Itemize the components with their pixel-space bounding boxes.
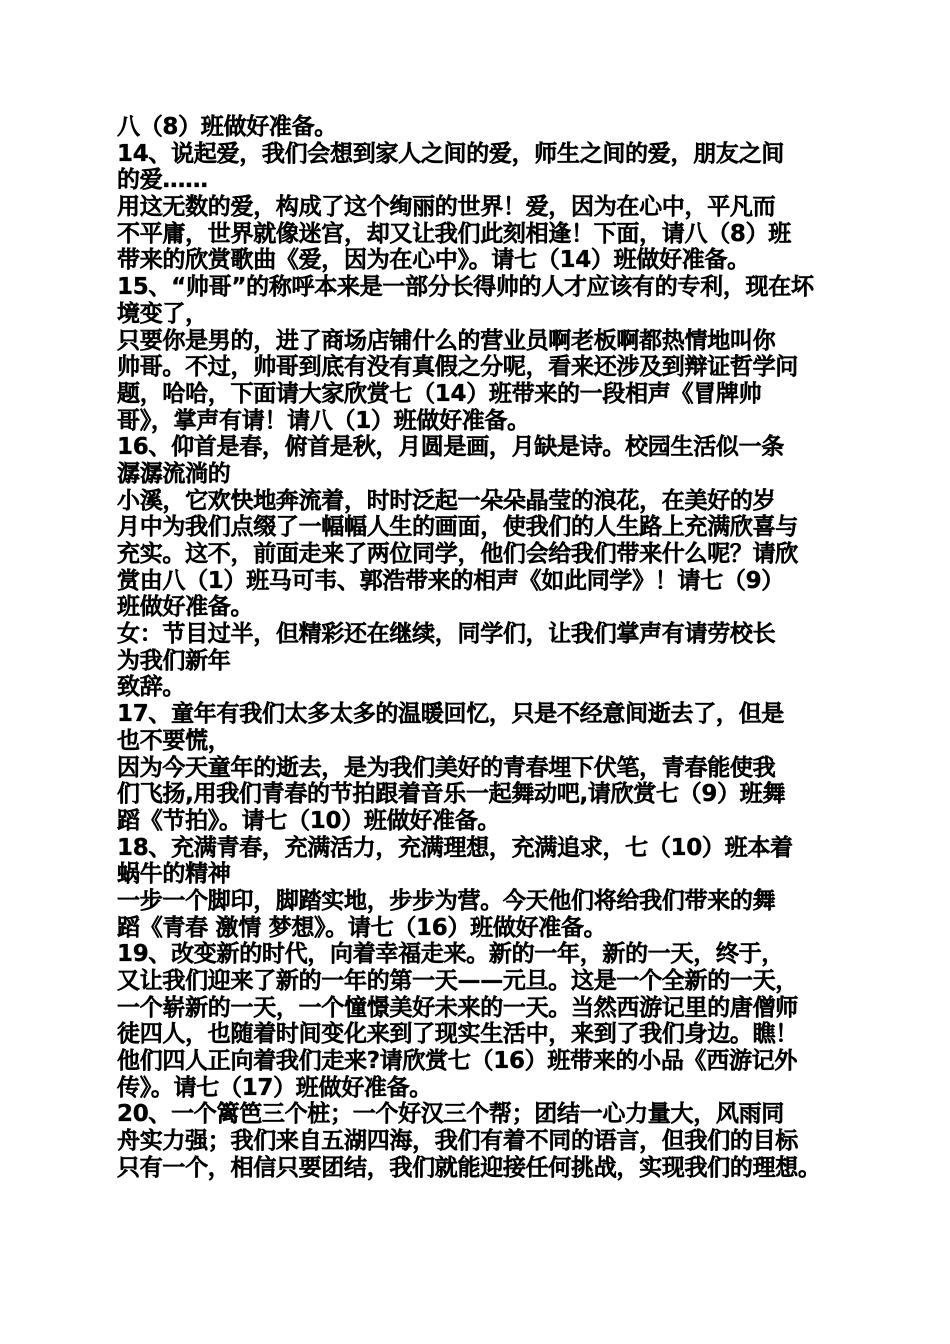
text-line: 境变了，	[117, 300, 208, 327]
text-line: 15、“帅哥”的称呼本来是一部分长得帅的人才应该有的专利，现在坏	[117, 274, 814, 301]
text-line: 不平庸，世界就像迷宫，却又让我们此刻相逢！下面，请八（8）班	[117, 220, 792, 247]
text-line: 因为今天童年的逝去，是为我们美好的青春埋下伏笔，青春能使我	[117, 754, 776, 781]
text-line: 19、改变新的时代，向着幸福走来。新的一年，新的一天，终于，	[117, 941, 785, 968]
text-line: 的爱……	[117, 167, 208, 194]
text-line: 潺潺流淌的	[117, 460, 231, 487]
text-line: 一个崭新的一天，一个憧憬美好未来的一天。当然西游记里的唐僧师	[117, 994, 799, 1021]
text-line: 致辞。	[117, 674, 186, 701]
text-line: 们飞扬,用我们青春的节拍跟着音乐一起舞动吧,请欣赏七（9）班舞	[117, 781, 786, 808]
text-line: 充实。这不，前面走来了两位同学，他们会给我们带来什么呢？请欣	[117, 541, 799, 567]
text-line: 为我们新年	[117, 647, 231, 674]
text-line: 14、说起爱，我们会想到家人之间的爱，师生之间的爱，朋友之间	[117, 140, 785, 167]
document-body	[117, 114, 857, 1182]
text-line: 哥》，掌声有请！请八（1）班做好准备。	[117, 407, 530, 434]
text-line: 他们四人正向着我们走来?请欣赏七（16）班带来的小品《西游记外	[117, 1048, 798, 1075]
text-line: 用这无数的爱，构成了这个绚丽的世界！爱，因为在心中，平凡而	[117, 194, 776, 221]
text-line: 月中为我们点缀了一幅幅人生的画面，使我们的人生路上充满欣喜与	[117, 514, 799, 541]
text-line: 只有一个，相信只要团结，我们就能迎接任何挑战，实现我们的理想。	[117, 1154, 821, 1181]
text-line: 班做好准备。	[117, 594, 254, 621]
text-line: 蹈《青春 激情 梦想》。请七（16）班做好准备。	[117, 914, 607, 941]
text-line: 只要你是男的，进了商场店铺什么的营业员啊老板啊都热情地叫你	[117, 327, 776, 354]
text-line: 带来的欣赏歌曲《爱，因为在心中》。请七（14）班做好准备。	[117, 247, 750, 274]
text-line: 20、一个篱笆三个桩；一个好汉三个帮；团结一心力量大，风雨同	[117, 1101, 785, 1128]
text-line: 又让我们迎来了新的一年的第一天——元旦。这是一个全新的一天，	[117, 968, 799, 994]
text-line: 舟实力强；我们来自五湖四海，我们有着不同的语言，但我们的目标	[117, 1128, 799, 1155]
text-line: 传》。请七（17）班做好准备。	[117, 1074, 433, 1101]
text-line: 一步一个脚印，脚踏实地，步步为营。今天他们将给我们带来的舞	[117, 887, 776, 914]
text-line: 小溪，它欢快地奔流着，时时泛起一朵朵晶莹的浪花，在美好的岁	[117, 487, 776, 514]
text-line: 17、童年有我们太多太多的温暖回忆，只是不经意间逝去了，但是	[117, 701, 785, 728]
text-line: 蹈《节拍》。请七（10）班做好准备。	[117, 807, 501, 834]
text-line: 18、充满青春，充满活力，充满理想，充满追求，七（10）班本着	[117, 834, 793, 861]
text-line: 也不要慌，	[117, 727, 231, 754]
text-line: 16、仰首是春，俯首是秋，月圆是画，月缺是诗。校园生活似一条	[117, 434, 785, 461]
text-line: 八（8）班做好准备。	[117, 114, 338, 140]
text-line: 赏由八（1）班马可韦、郭浩带来的相声《如此同学》！请七（9）	[117, 567, 785, 594]
text-line: 帅哥。不过，帅哥到底有没有真假之分呢，看来还涉及到辩证哲学问	[117, 354, 799, 381]
text-line: 徒四人，也随着时间变化来到了现实生活中，来到了我们身边。瞧！	[117, 1021, 799, 1048]
text-line: 女：节目过半，但精彩还在继续，同学们，让我们掌声有请劳校长	[117, 621, 776, 648]
text-line: 题，哈哈，下面请大家欣赏七（14）班带来的一段相声《冒牌帅	[117, 380, 762, 407]
text-line: 蜗牛的精神	[117, 861, 231, 888]
